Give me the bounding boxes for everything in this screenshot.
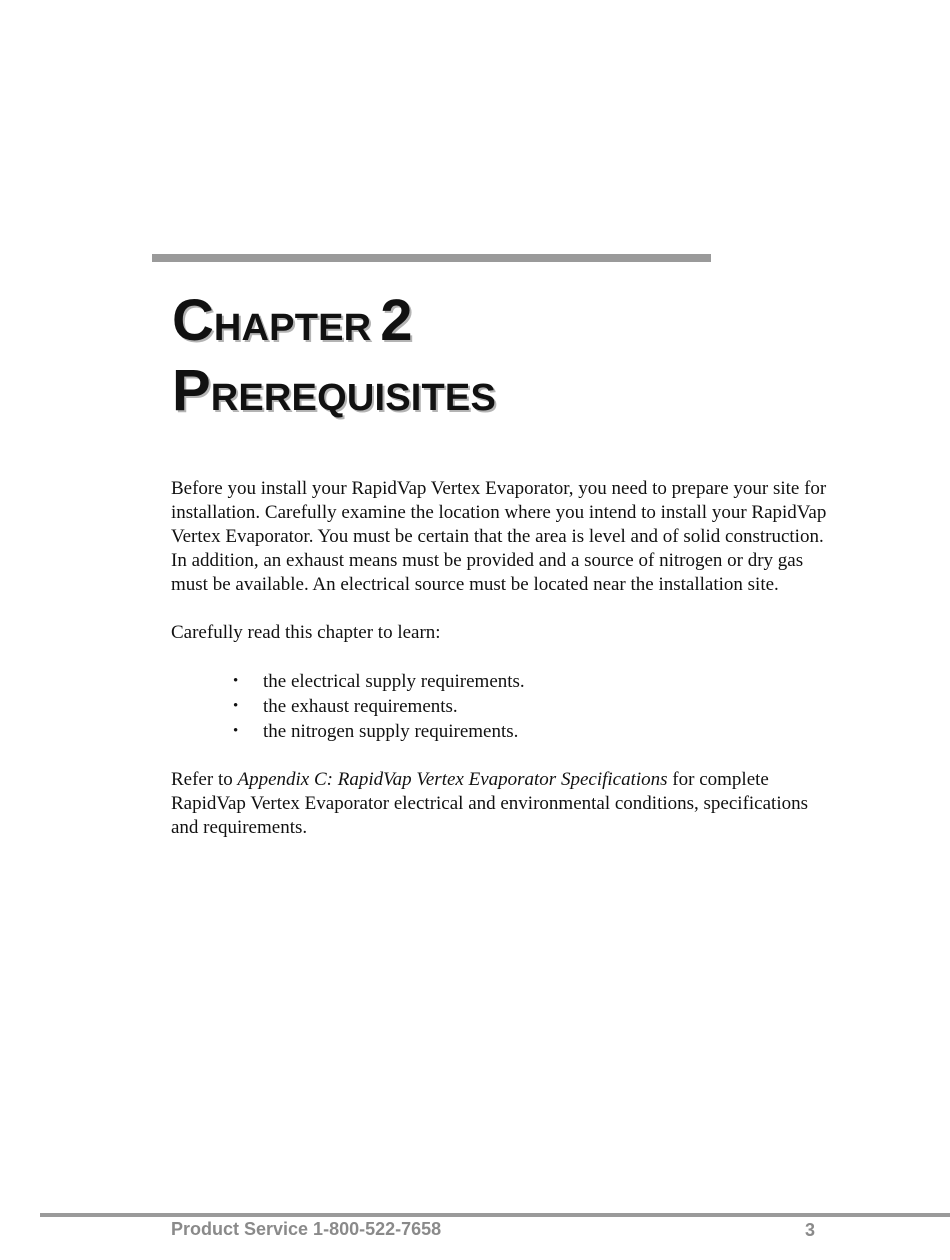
page-number: 3 [805,1220,816,1240]
bullet-icon: • [233,673,239,689]
chapter-cap-letter: C [172,288,214,353]
chapter-body [171,477,831,840]
list-item [171,669,831,694]
learn-intro: Carefully read this chapter to learn: [171,622,441,643]
chapter-label [172,288,496,362]
bullet-icon: • [233,698,239,714]
list-item-text: the electrical supply requirements. [263,671,525,692]
refer-suffix: for complete RapidVap Vertex Evaporator electrical and environmental conditions, specifications and requirements. [171,769,808,838]
list-item [171,719,831,744]
chapter-word-rest: HAPTER [213,307,372,349]
list-item-text: the exhaust requirements. [263,696,458,717]
chapter-title [172,358,497,432]
bullet-icon: • [233,723,239,739]
appendix-reference: Appendix C: RapidVap Vertex Evaporator Specifications [237,769,668,790]
footer-rule [40,1213,950,1217]
footer-service-phone: Product Service 1-800-522-7658 [171,1219,442,1239]
chapter-top-rule [152,254,711,262]
chapter-number: 2 [380,288,413,353]
intro-paragraph: Before you install your RapidVap Vertex Evaporator, you need to prepare your site for installation. Carefully examine the location where you intend to install your RapidVap Vertex Evaporator. You must be certain that the area is level and of solid construction. In addition, an exhaust means must be provided and a source of nitrogen or dry gas must be available. An electrical source must be located near the installation site. [171,478,827,595]
title-word-rest: REREQUISITES [210,377,497,419]
title-cap-letter: P [172,358,211,423]
learn-list [171,669,831,744]
list-item [171,694,831,719]
list-item-text: the nitrogen supply requirements. [263,721,519,742]
chapter-heading [172,288,497,432]
refer-paragraph [171,768,831,840]
refer-prefix: Refer to [171,769,238,790]
